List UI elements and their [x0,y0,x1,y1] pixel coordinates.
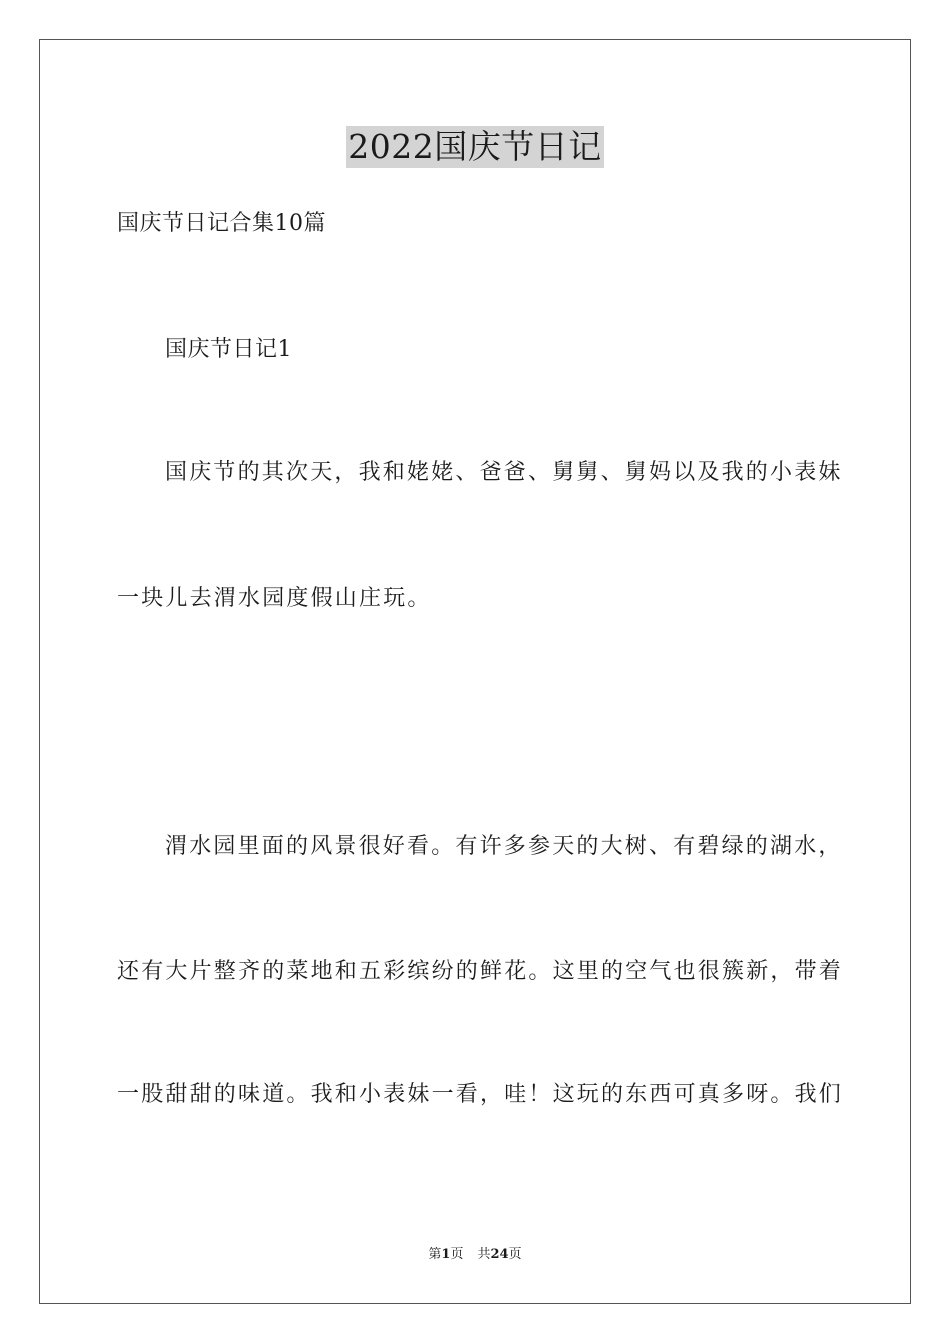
footer-page-prefix: 第 [428,1247,442,1262]
title-container [0,126,950,168]
paragraph-2-line-3: 一股甜甜的味道。我和小表妹一看，哇！这玩的东西可真多呀。我们 [117,1082,844,1107]
page-footer [0,1246,950,1264]
footer-page-number: 1 [441,1247,451,1262]
document-subtitle: 国庆节日记合集10篇 [117,211,326,236]
footer-total-suffix: 页 [508,1247,522,1262]
section-heading: 国庆节日记1 [165,337,292,362]
paragraph-1-line-2: 一块儿去渭水园度假山庄玩。 [117,586,432,611]
paragraph-2-line-2: 还有大片整齐的菜地和五彩缤纷的鲜花。这里的空气也很簇新，带着 [117,959,844,984]
document-title: 2022国庆节日记 [348,127,602,166]
paragraph-2-line-1: 渭水园里面的风景很好看。有许多参天的大树、有碧绿的湖水， [165,834,843,859]
footer-page-suffix: 页 [450,1247,464,1262]
footer-total-pages: 24 [490,1247,509,1262]
paragraph-1-line-1: 国庆节的其次天，我和姥姥、爸爸、舅舅、舅妈以及我的小表妹 [165,460,843,485]
footer-total-prefix: 共 [477,1247,491,1262]
